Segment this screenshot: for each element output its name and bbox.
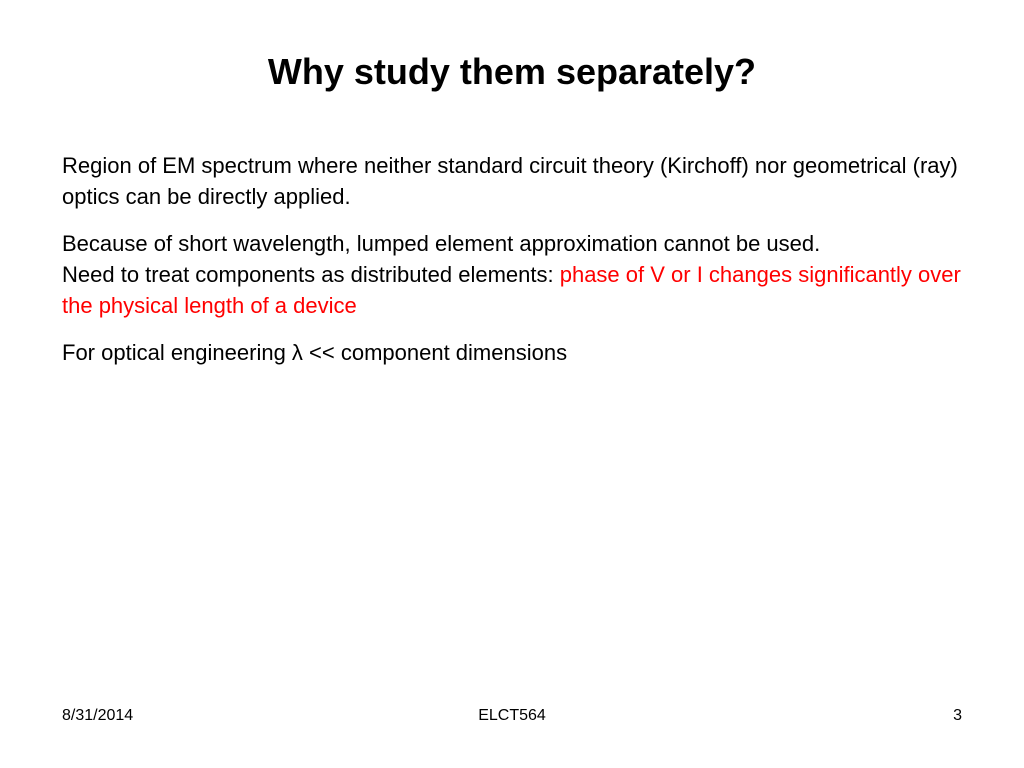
paragraph-optical-engineering: For optical engineering λ << component dimensions [62, 340, 568, 365]
highlighted-phase-text: phase of V or I changes significantly over the physical length of a device [62, 262, 961, 318]
paragraph-region-em-spectrum: Region of EM spectrum where neither standard circuit theory (Kirchoff) nor geometrical (ray) optics can be directly applied. [62, 153, 958, 209]
slide-body [62, 150, 962, 384]
footer-date: 8/31/2014 [62, 707, 134, 724]
paragraph-short-wavelength-line1: Because of short wavelength, lumped element approximation cannot be used. [62, 231, 821, 256]
paragraph-short-wavelength [62, 228, 962, 321]
paragraph-distributed-elements: Need to treat components as distributed elements: [62, 262, 560, 287]
footer-course: ELCT564 [478, 707, 546, 724]
footer-page-number: 3 [953, 707, 962, 724]
slide-title: Why study them separately? [267, 51, 757, 92]
